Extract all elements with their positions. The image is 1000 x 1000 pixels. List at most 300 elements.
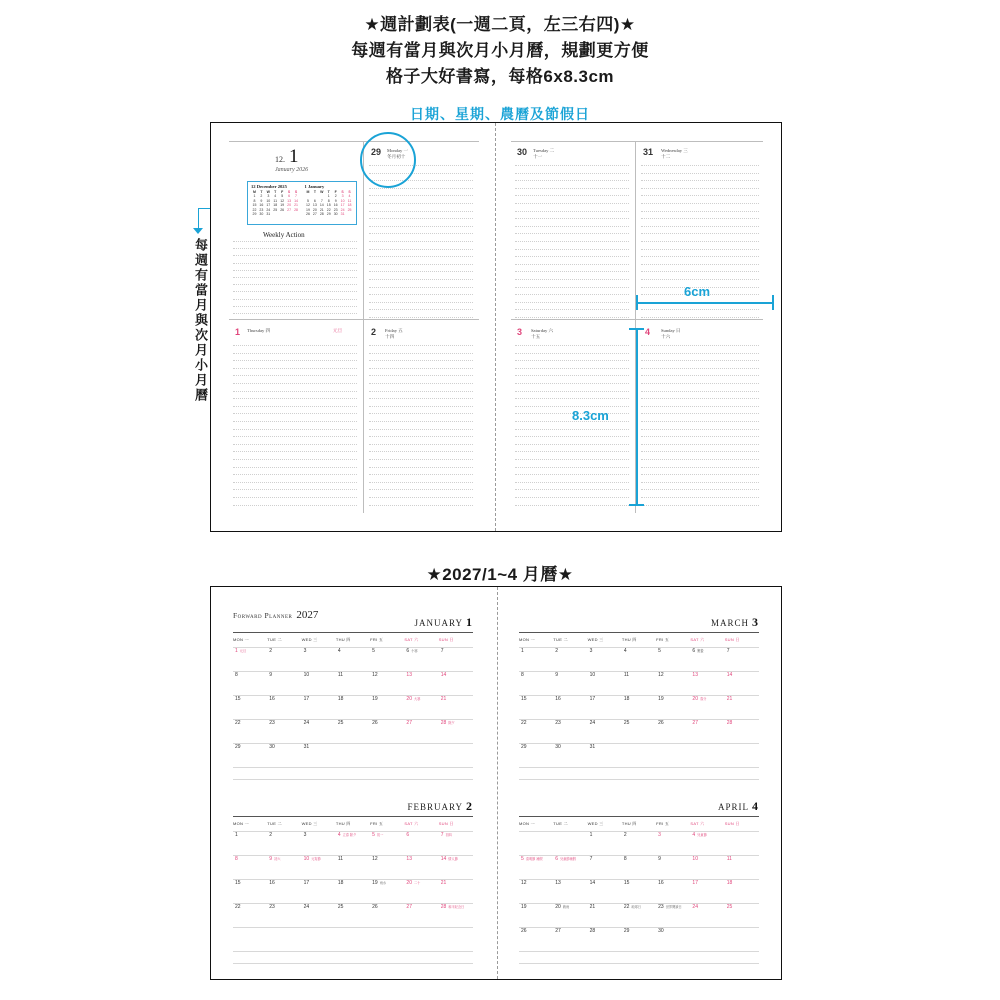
weekly-cell-2[interactable]: [365, 323, 477, 511]
mini-cal-day[interactable]: [279, 212, 286, 216]
mini-cal-day[interactable]: 23: [259, 207, 264, 212]
writing-line: [233, 360, 357, 361]
month-day-note: 兒童節補假: [560, 857, 576, 861]
month-day-cell[interactable]: [372, 672, 378, 678]
month-day-cell[interactable]: [658, 856, 661, 862]
mini-cal-day[interactable]: 27: [312, 212, 317, 217]
month-day-cell[interactable]: [441, 672, 447, 678]
month-day-cell[interactable]: [406, 832, 409, 838]
mini-cal-day[interactable]: 12: [306, 203, 310, 208]
month-name: JANUARY: [414, 618, 463, 628]
mini-cal-day[interactable]: 17: [266, 203, 271, 208]
width-measure-label: 6cm: [684, 284, 711, 299]
mini-cal-day[interactable]: [293, 212, 300, 216]
month-day-cell[interactable]: [692, 696, 706, 702]
mini-cal-day[interactable]: 2: [260, 194, 263, 199]
month-day-cell[interactable]: [624, 880, 630, 886]
month-day-number: 31: [303, 744, 310, 750]
writing-line: [641, 375, 759, 376]
month-day-number: 28: [440, 720, 447, 726]
month-day-number: 22: [521, 720, 527, 726]
month-day-cell[interactable]: [590, 648, 593, 654]
mini-cal-day[interactable]: 5: [306, 198, 309, 203]
month-day-number: 22: [235, 904, 241, 910]
month-day-cell[interactable]: [624, 904, 641, 910]
mini-cal-day[interactable]: 3: [267, 194, 270, 199]
month-day-cell[interactable]: [235, 744, 241, 750]
writing-line: [641, 368, 759, 369]
month-dow-header: MON 一: [519, 637, 535, 642]
mini-cal-day[interactable]: 29: [326, 212, 331, 217]
month-day-number: 12: [372, 856, 378, 862]
month-day-cell[interactable]: [304, 744, 310, 750]
month-day-cell[interactable]: [441, 720, 455, 726]
month-day-cell[interactable]: [692, 720, 698, 726]
month-day-cell[interactable]: [304, 696, 310, 702]
month-day-cell[interactable]: [338, 880, 344, 886]
month-day-number: 25: [337, 720, 344, 726]
mini-cal-day[interactable]: 31: [340, 212, 345, 217]
writing-line: [641, 226, 759, 227]
mini-cal-dow: T: [260, 190, 263, 194]
month-day-cell[interactable]: [304, 720, 310, 726]
month-day-cell[interactable]: [406, 880, 420, 886]
month-day-cell[interactable]: [235, 648, 246, 654]
month-day-number: 15: [623, 880, 630, 886]
month-day-cell[interactable]: [692, 648, 703, 654]
month-dow-header: SUN 日: [724, 637, 740, 642]
month-day-cell[interactable]: [372, 832, 383, 838]
month-day-note: 元宵節: [311, 857, 321, 861]
month-day-cell[interactable]: [521, 720, 527, 726]
month-week-row: [233, 647, 473, 671]
mini-cal-day[interactable]: 28: [319, 212, 324, 217]
month-day-cell[interactable]: [338, 832, 356, 838]
writing-line: [233, 482, 357, 483]
writing-line: [641, 505, 759, 506]
mini-cal-day[interactable]: 24: [266, 207, 271, 212]
month-day-cell[interactable]: [727, 696, 733, 702]
mini-cal-day[interactable]: 18: [347, 203, 352, 208]
mini-cal-day[interactable]: 17: [340, 203, 345, 208]
month-day-cell[interactable]: [269, 880, 275, 886]
mini-cal-day[interactable]: 31: [266, 212, 271, 217]
writing-line: [369, 444, 473, 445]
month-day-number: 3: [658, 832, 661, 838]
writing-line: [515, 505, 629, 506]
month-day-cell[interactable]: [338, 672, 343, 678]
weekly-cell-overview[interactable]: [229, 143, 361, 317]
writing-line: [233, 444, 357, 445]
mini-cal-day[interactable]: 27: [287, 207, 292, 212]
month-day-cell[interactable]: [555, 928, 561, 934]
month-day-cell[interactable]: [692, 880, 698, 886]
mini-cal-day[interactable]: 16: [259, 203, 264, 208]
month-number: 1: [466, 615, 473, 629]
writing-line: [369, 353, 473, 354]
mini-cal-day[interactable]: 23: [333, 207, 338, 212]
mini-cal-day[interactable]: [286, 212, 293, 216]
month-day-cell[interactable]: [658, 904, 682, 910]
month-day-cell[interactable]: [624, 832, 627, 838]
month-day-cell[interactable]: [304, 672, 310, 678]
mini-calendar-next-title: 1 January: [304, 184, 325, 189]
month-day-cell[interactable]: [269, 832, 272, 838]
weekly-cell-lines: [637, 341, 763, 511]
writing-line: [515, 287, 629, 288]
mini-cal-day[interactable]: 11: [347, 198, 352, 203]
month-day-cell[interactable]: [590, 928, 596, 934]
mini-cal-day[interactable]: 1: [253, 194, 256, 199]
month-day-cell[interactable]: [269, 648, 272, 654]
month-day-cell[interactable]: [590, 880, 596, 886]
month-name: MARCH: [710, 618, 749, 628]
writing-line: [233, 277, 357, 278]
month-day-number: 21: [726, 696, 733, 702]
month-day-cell[interactable]: [269, 856, 280, 862]
month-day-number: 23: [658, 904, 664, 910]
month-day-cell[interactable]: [658, 672, 664, 678]
month-day-cell[interactable]: [555, 696, 561, 702]
month-day-cell[interactable]: [406, 648, 417, 654]
month-day-cell[interactable]: [590, 832, 593, 838]
mini-cal-day[interactable]: 11: [273, 198, 278, 203]
writing-line: [641, 195, 759, 196]
month-day-cell[interactable]: [235, 720, 241, 726]
writing-line: [515, 294, 629, 295]
month-day-cell[interactable]: [555, 672, 558, 678]
month-day-cell[interactable]: [727, 904, 733, 910]
mini-cal-day[interactable]: 4: [348, 194, 351, 199]
month-day-cell[interactable]: [692, 856, 698, 862]
writing-line: [641, 421, 759, 422]
mini-cal-day[interactable]: [272, 212, 279, 216]
month-week-row: [233, 831, 473, 855]
month-day-cell[interactable]: [624, 928, 630, 934]
month-day-cell[interactable]: [338, 904, 344, 910]
month-day-cell[interactable]: [555, 648, 558, 654]
month-day-cell[interactable]: [372, 904, 378, 910]
month-day-cell[interactable]: [269, 904, 275, 910]
mini-cal-day[interactable]: 6: [288, 194, 291, 199]
month-day-cell[interactable]: [727, 880, 733, 886]
month-day-cell[interactable]: [555, 744, 561, 750]
writing-line: [515, 218, 629, 219]
writing-line: [515, 195, 629, 196]
month-day-cell[interactable]: [235, 672, 238, 678]
month-day-cell[interactable]: [624, 720, 630, 726]
month-day-number: 10: [589, 672, 596, 678]
month-day-cell[interactable]: [372, 720, 378, 726]
month-day-cell[interactable]: [235, 880, 241, 886]
month-day-cell[interactable]: [406, 856, 412, 862]
month-day-note: 初一: [376, 833, 384, 837]
month-day-cell[interactable]: [692, 832, 706, 838]
mini-cal-day[interactable]: 18: [273, 203, 278, 208]
month-day-cell[interactable]: [406, 672, 412, 678]
month-day-cell[interactable]: [555, 720, 561, 726]
writing-line: [641, 173, 759, 174]
month-day-cell[interactable]: [727, 720, 733, 726]
month-day-cell[interactable]: [521, 696, 527, 702]
month-day-cell[interactable]: [235, 856, 238, 862]
month-day-cell[interactable]: [304, 856, 321, 862]
weekly-cell-lines: [365, 341, 477, 511]
month-day-cell[interactable]: [521, 672, 524, 678]
month-day-cell[interactable]: [269, 720, 275, 726]
mini-cal-day[interactable]: 25: [347, 207, 352, 212]
writing-line: [515, 383, 629, 384]
mini-cal-day[interactable]: 2: [334, 194, 337, 199]
mini-cal-day[interactable]: 14: [294, 198, 298, 203]
month-day-cell[interactable]: [269, 696, 275, 702]
month-day-cell[interactable]: [555, 856, 576, 862]
month-day-number: 1: [589, 832, 593, 838]
mini-cal-day[interactable]: 1: [327, 194, 330, 199]
month-day-cell[interactable]: [372, 880, 386, 886]
month-day-cell[interactable]: [658, 648, 661, 654]
month-dow-header: WED 三: [587, 821, 604, 826]
weekly-cell-4[interactable]: [637, 323, 763, 511]
month-day-note: 二十: [413, 881, 421, 885]
mini-cal-day[interactable]: 10: [266, 198, 271, 203]
mini-cal-day[interactable]: 9: [260, 198, 263, 203]
mini-cal-day[interactable]: 15: [326, 203, 331, 208]
month-day-cell[interactable]: [590, 696, 596, 702]
month-day-number: 3: [303, 832, 307, 838]
month-day-cell[interactable]: [624, 696, 630, 702]
month-day-cell[interactable]: [727, 672, 733, 678]
month-day-cell[interactable]: [555, 880, 561, 886]
month-day-cell[interactable]: [521, 648, 524, 654]
mini-cal-day[interactable]: 24: [340, 207, 345, 212]
mini-cal-day[interactable]: 12: [280, 198, 285, 203]
month-spread: [210, 586, 782, 980]
month-day-cell[interactable]: [624, 856, 627, 862]
writing-line: [641, 406, 759, 407]
writing-line: [369, 188, 473, 189]
mini-calendar-prev: [251, 184, 300, 216]
month-day-cell[interactable]: [624, 672, 629, 678]
month-day-number: 4: [337, 832, 341, 838]
month-day-cell[interactable]: [590, 672, 596, 678]
month-day-cell[interactable]: [304, 832, 307, 838]
month-day-cell[interactable]: [658, 928, 664, 934]
month-day-number: 2: [269, 648, 273, 654]
month-day-cell[interactable]: [658, 696, 664, 702]
month-day-number: 16: [555, 696, 561, 702]
month-day-cell[interactable]: [269, 672, 272, 678]
month-day-cell[interactable]: [658, 832, 661, 838]
month-day-number: 27: [555, 928, 561, 934]
month-week-row: [233, 743, 473, 767]
big-date: [275, 147, 308, 173]
mini-cal-day[interactable]: 8: [253, 198, 256, 203]
mini-cal-day[interactable]: 9: [334, 198, 337, 203]
month-day-cell[interactable]: [441, 696, 447, 702]
month-day-number: 7: [440, 648, 444, 654]
month-day-cell[interactable]: [338, 720, 344, 726]
month-day-number: 4: [337, 648, 341, 654]
mini-cal-day[interactable]: 28: [294, 207, 298, 212]
height-measure-tick-bottom: [629, 504, 644, 506]
month-day-cell[interactable]: [372, 696, 378, 702]
month-day-cell[interactable]: [372, 648, 375, 654]
month-day-number: 5: [372, 832, 375, 838]
month-day-cell[interactable]: [441, 880, 447, 886]
month-day-cell[interactable]: [441, 648, 444, 654]
mini-cal-day[interactable]: [346, 212, 353, 216]
writing-line: [233, 284, 357, 285]
month-day-cell[interactable]: [338, 856, 343, 862]
month-day-number: 7: [726, 648, 730, 654]
month-day-cell[interactable]: [304, 904, 310, 910]
mini-cal-day[interactable]: 30: [333, 212, 338, 217]
month-day-note: 大寒: [413, 697, 421, 701]
weekly-cell-30[interactable]: [511, 143, 633, 317]
writing-line: [233, 451, 357, 452]
mini-cal-day[interactable]: 19: [306, 207, 310, 212]
mini-cal-day[interactable]: 26: [306, 212, 310, 217]
writing-line: [515, 406, 629, 407]
month-day-number: 8: [235, 672, 238, 678]
title-line-2: 每週有當月與次月小月曆，規劃更方便: [351, 41, 649, 60]
mini-cal-day[interactable]: 20: [312, 207, 317, 212]
mini-cal-day[interactable]: 8: [327, 198, 330, 203]
month-week-row: [519, 927, 759, 951]
month-day-cell[interactable]: [235, 696, 241, 702]
mini-cal-day[interactable]: 10: [340, 198, 345, 203]
writing-line: [515, 398, 629, 399]
month-day-cell[interactable]: [338, 648, 341, 654]
month-day-number: 3: [589, 648, 593, 654]
month-day-number: 18: [726, 880, 733, 886]
writing-line: [233, 375, 357, 376]
month-day-cell[interactable]: [372, 856, 378, 862]
month-day-cell[interactable]: [235, 904, 241, 910]
month-day-cell[interactable]: [590, 856, 593, 862]
month-day-cell[interactable]: [338, 696, 344, 702]
month-day-cell[interactable]: [590, 744, 596, 750]
month-day-cell[interactable]: [304, 648, 307, 654]
month-dow-header: WED 三: [587, 637, 604, 642]
forward-planner-label: Forward Planner: [233, 611, 293, 620]
month-day-number: 6: [406, 832, 410, 838]
month-day-number: 17: [692, 880, 698, 886]
month-number: 4: [752, 799, 759, 813]
writing-line: [369, 360, 473, 361]
writing-line: [369, 413, 473, 414]
mini-cal-day[interactable]: 7: [295, 194, 297, 199]
month-day-cell[interactable]: [727, 648, 730, 654]
month-day-cell[interactable]: [235, 832, 238, 838]
month-dow-header: THU 四: [335, 637, 351, 642]
mini-cal-day[interactable]: 21: [294, 203, 298, 208]
month-week-row: [519, 855, 759, 879]
mini-cal-day[interactable]: 14: [319, 203, 324, 208]
mini-cal-day[interactable]: 19: [280, 203, 285, 208]
mini-cal-day[interactable]: 5: [281, 194, 284, 199]
month-day-cell[interactable]: [521, 856, 543, 862]
month-day-number: 20: [406, 880, 412, 886]
month-row-rule: [233, 927, 473, 928]
month-day-number: 22: [623, 904, 630, 910]
mini-cal-day[interactable]: 15: [252, 203, 257, 208]
mini-cal-day[interactable]: 30: [259, 212, 264, 217]
month-day-number: 12: [372, 672, 378, 678]
month-day-number: 17: [303, 880, 310, 886]
writing-line: [515, 444, 629, 445]
writing-line: [515, 203, 629, 204]
month-day-cell[interactable]: [406, 904, 412, 910]
month-day-cell[interactable]: [269, 744, 275, 750]
writing-line: [515, 345, 629, 346]
writing-line: [641, 444, 759, 445]
mini-cal-day[interactable]: 29: [252, 212, 257, 217]
mini-cal-day[interactable]: 4: [274, 194, 277, 199]
mini-cal-day[interactable]: 22: [326, 207, 331, 212]
mini-cal-day[interactable]: 13: [312, 203, 317, 208]
month-day-cell[interactable]: [521, 928, 527, 934]
mini-cal-day[interactable]: 21: [319, 207, 324, 212]
month-day-cell[interactable]: [441, 856, 458, 862]
mini-cal-day[interactable]: 20: [287, 203, 292, 208]
month-day-cell[interactable]: [304, 880, 310, 886]
month-day-number: 26: [372, 904, 378, 910]
mini-cal-day[interactable]: 7: [320, 198, 323, 203]
month-week-row: [233, 903, 473, 927]
mini-cal-day[interactable]: 25: [273, 207, 278, 212]
writing-line: [369, 249, 473, 250]
writing-line: [641, 398, 759, 399]
month-day-cell[interactable]: [727, 856, 732, 862]
mini-cal-day[interactable]: 26: [280, 207, 285, 212]
month-day-cell[interactable]: [521, 744, 527, 750]
month-day-cell[interactable]: [441, 832, 452, 838]
weekly-day-lunar: 十五: [531, 334, 541, 339]
month-day-number: 28: [440, 904, 447, 910]
mini-cal-day[interactable]: 16: [333, 203, 338, 208]
month-day-number: 6: [692, 648, 696, 654]
month-day-cell[interactable]: [658, 880, 664, 886]
month-day-cell[interactable]: [521, 904, 527, 910]
month-day-cell[interactable]: [590, 720, 596, 726]
month-day-cell[interactable]: [555, 904, 569, 910]
writing-line: [233, 368, 357, 369]
month-day-number: 13: [406, 856, 412, 862]
weekly-cell-1[interactable]: [229, 323, 361, 511]
month-day-cell[interactable]: [658, 720, 664, 726]
month-day-cell[interactable]: [406, 696, 420, 702]
month-day-cell[interactable]: [692, 672, 698, 678]
month-day-number: 10: [303, 856, 310, 862]
mini-cal-day[interactable]: 22: [252, 207, 257, 212]
month-day-cell[interactable]: [692, 904, 698, 910]
writing-line: [515, 467, 629, 468]
month-day-number: 15: [235, 696, 241, 702]
month-day-cell[interactable]: [624, 648, 627, 654]
mini-cal-day[interactable]: 13: [287, 198, 292, 203]
mini-cal-day[interactable]: 3: [341, 194, 344, 199]
title-block: [0, 12, 1000, 90]
month-day-cell[interactable]: [590, 904, 596, 910]
month-day-cell[interactable]: [441, 904, 465, 910]
mini-cal-day[interactable]: 6: [313, 198, 316, 203]
month-day-number: 25: [337, 904, 344, 910]
month-day-cell[interactable]: [521, 880, 527, 886]
month-day-number: 19: [658, 696, 664, 702]
month-day-cell[interactable]: [406, 720, 412, 726]
